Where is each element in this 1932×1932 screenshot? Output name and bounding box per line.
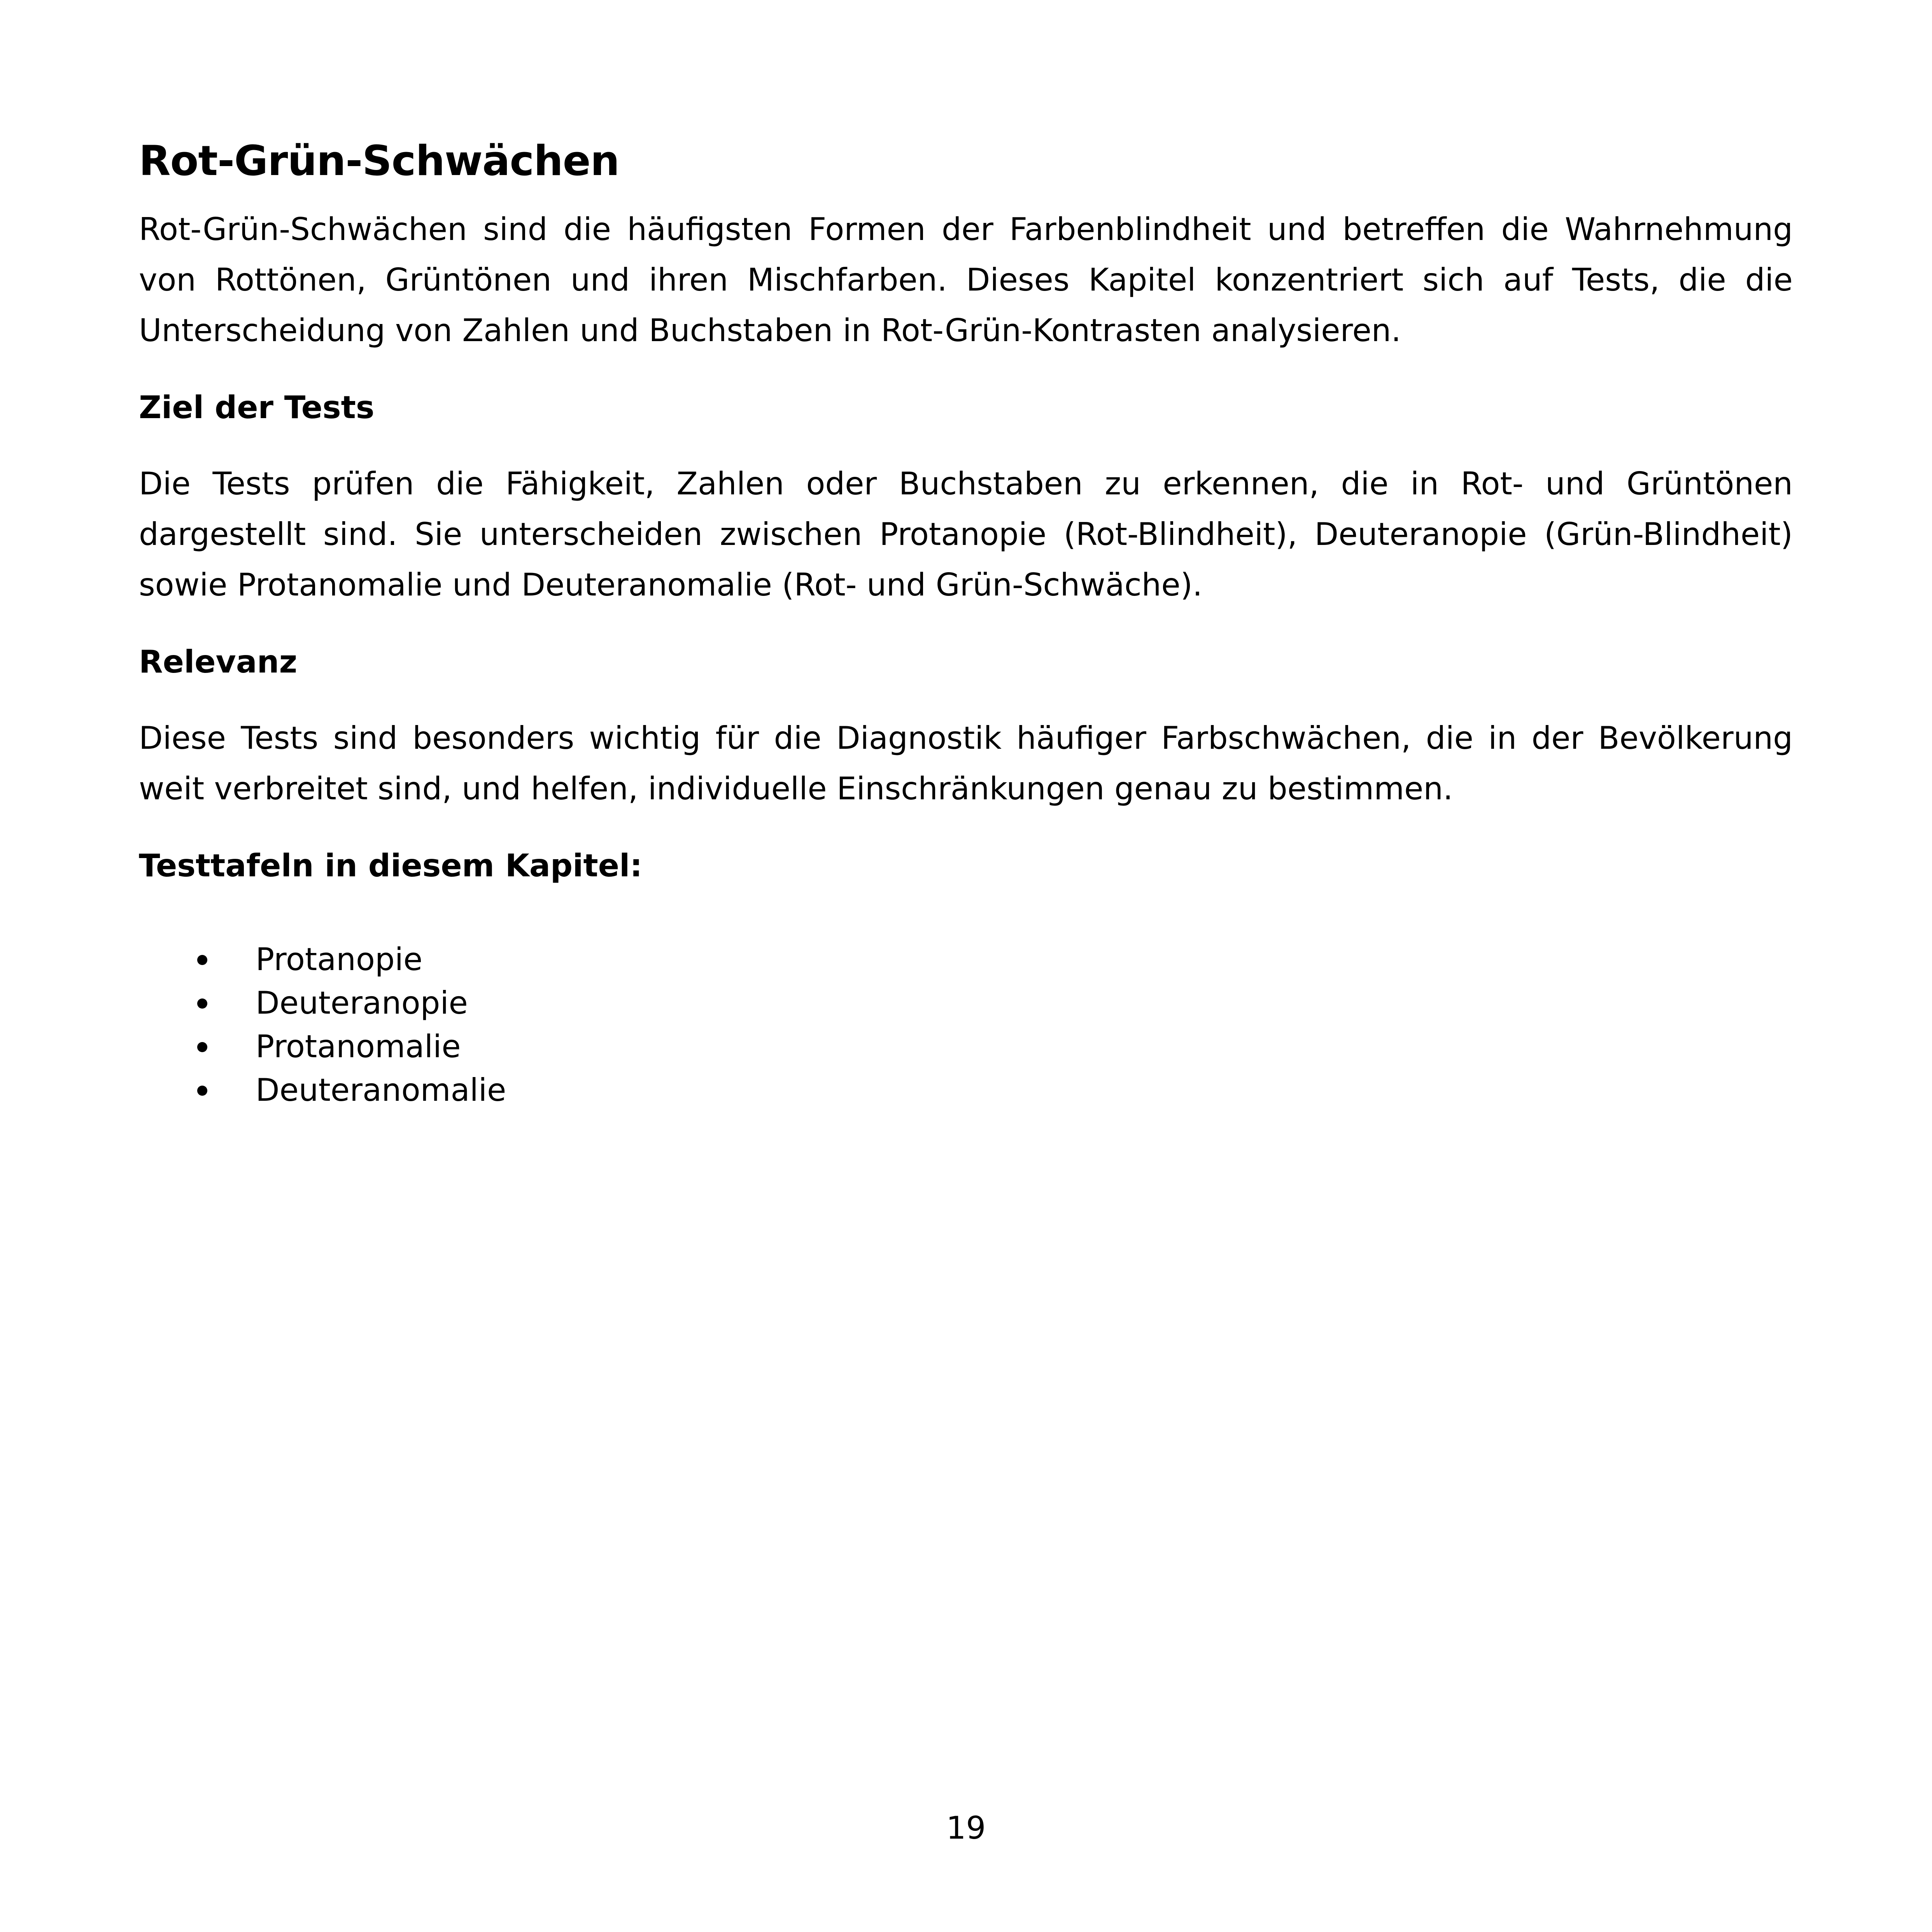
spacer [139, 610, 1793, 637]
spacer [139, 814, 1793, 841]
intro-paragraph: Rot-Grün-Schwächen sind die häufigsten Formen der Farbenblindheit und betreffen die Wahrnehmung von Rottönen, Grüntönen und ihren Mischfarben. Dieses Kapitel konzentriert sich auf Tests, die die Unterscheidung von Zahlen und Buchstaben in Rot-Grün-Kontrasten analysieren. [139, 211, 1793, 349]
section-text-relevance: Diese Tests sind besonders wichtig für die Diagnostik häufiger Farbschwächen, die in der Bevölkerung weit verbreitet sind, und helfen, individuelle Einschränkungen genau zu bestimmen. [139, 720, 1793, 807]
list-item-label: Protanomalie [256, 1028, 461, 1065]
list-item-label: Protanopie [256, 941, 423, 978]
list-item [139, 981, 1793, 1025]
page-content [139, 136, 1793, 1112]
list-heading: Testtafeln in diesem Kapitel: [139, 848, 643, 884]
spacer [139, 891, 1793, 938]
section-heading-relevance: Relevanz [139, 644, 298, 680]
bullet-icon [197, 1042, 207, 1052]
list-item-label: Deuteranopie [256, 985, 468, 1021]
section-heading-goal: Ziel der Tests [139, 389, 375, 426]
bullet-icon [197, 1086, 207, 1096]
test-plate-list [139, 938, 1793, 1112]
list-item [139, 1025, 1793, 1068]
spacer [139, 356, 1793, 382]
page-number: 19 [946, 1810, 986, 1846]
list-item [139, 938, 1793, 981]
spacer [139, 687, 1793, 713]
list-item [139, 1068, 1793, 1112]
section-text-goal: Die Tests prüfen die Fähigkeit, Zahlen oder Buchstaben zu erkennen, die in Rot- und Grüntönen dargestellt sind. Sie unterscheiden zwischen Protanopie (Rot-Blindheit), Deuteranopie (Grün-Blindheit) sowie Protanomalie und Deuteranomalie (Rot- und Grün-Schwäche). [139, 466, 1793, 603]
spacer [139, 433, 1793, 459]
bullet-icon [197, 998, 207, 1009]
chapter-title: Rot-Grün-Schwächen [139, 137, 620, 185]
bullet-icon [197, 955, 207, 965]
list-item-label: Deuteranomalie [256, 1072, 506, 1109]
